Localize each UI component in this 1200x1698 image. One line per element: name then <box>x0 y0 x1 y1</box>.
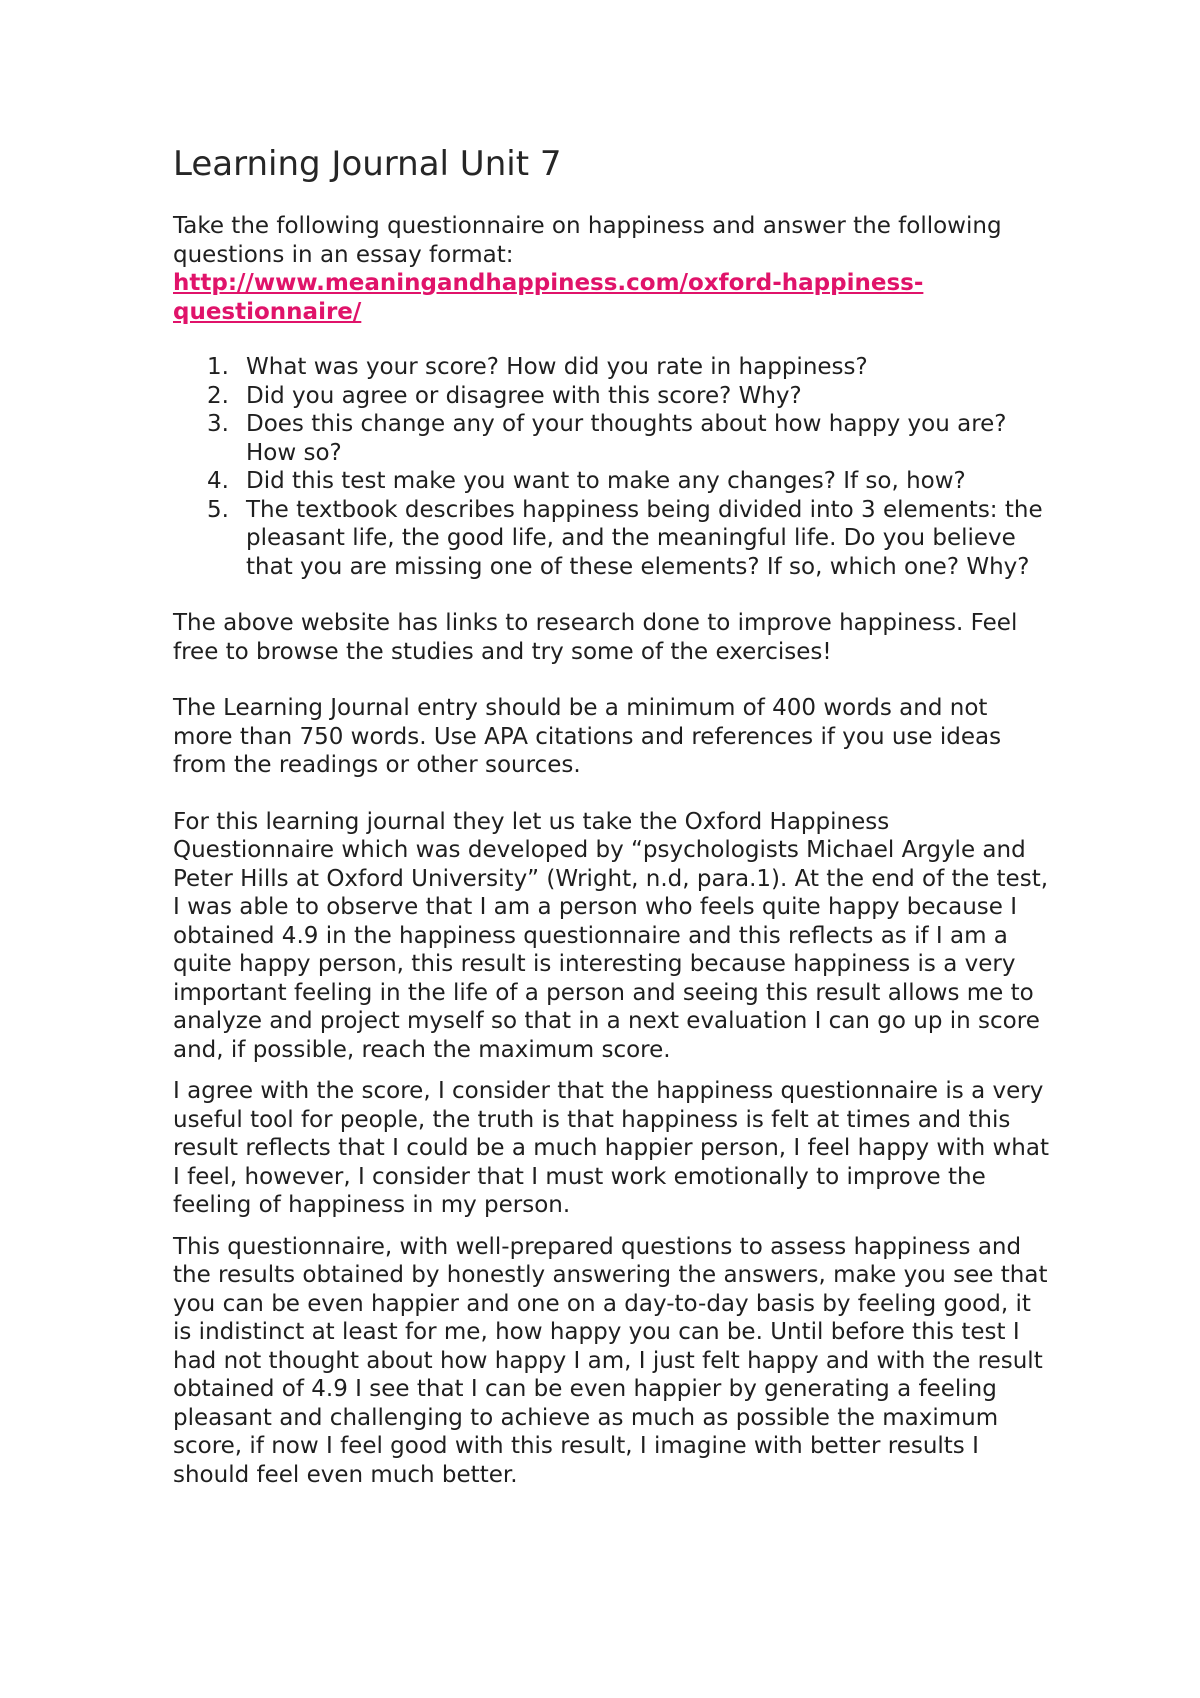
essay-paragraph-2: I agree with the score, I consider that the happiness questionnaire is a very useful tool for people, the truth is that happiness is felt at times and this result reflects that I could be a much happier person, I feel happy with what I feel, however, I consider that I must work emotionally to improve the feeling of happiness in my person. <box>173 1078 1049 1218</box>
list-item <box>173 353 1053 382</box>
list-number: 4. <box>207 468 229 494</box>
list-item <box>173 496 1053 582</box>
essay-paragraph-1: For this learning journal they let us take the Oxford Happiness Questionnaire which was developed by “psychologists Michael Argyle and Peter Hills at Oxford University” (Wright, n.d, para.1). At the end of the test, I was able to observe that I am a person who feels quite happy because I obtained 4.9 in the happiness questionnaire and this reflects as if I am a quite happy person, this result is interesting because happiness is a very important feeling in the life of a person and seeing this result allows me to analyze and project myself so that in a next evaluation I can go up in score and, if possible, reach the maximum score. <box>173 808 1049 1063</box>
list-item <box>173 467 1053 496</box>
list-item <box>173 382 1053 411</box>
requirements-paragraph: The Learning Journal entry should be a minimum of 400 words and not more than 750 words. Use APA citations and references if you use ideas from the readings or other sources. <box>173 695 1002 778</box>
list-text: Did this test make you want to make any changes? If so, how? <box>246 468 966 494</box>
list-item <box>173 410 1053 467</box>
list-text: Does this change any of your thoughts about how happy you are? How so? <box>246 411 1007 466</box>
list-number: 1. <box>207 354 229 380</box>
essay-paragraph-3: This questionnaire, with well-prepared questions to assess happiness and the results obtained by honestly answering the answers, make you see that you can be even happier and one on a day-to-day basis by feeling good, it is indistinct at least for me, how happy you can be. Until before this test I had not thought about how happy I am, I just felt happy and with the result obtained of 4.9 I see that I can be even happier by generating a feeling pleasant and challenging to achieve as much as possible the maximum score, if now I feel good with this result, I imagine with better results I should feel even much better. <box>173 1233 1048 1488</box>
list-text: What was your score? How did you rate in happiness? <box>246 354 868 380</box>
list-number: 5. <box>207 496 229 523</box>
questions-list <box>173 353 1053 581</box>
document-page <box>173 142 1053 1489</box>
intro-text: Take the following questionnaire on happiness and answer the following questions in an essay format: <box>173 213 1002 268</box>
list-number: 3. <box>207 411 229 437</box>
questionnaire-link[interactable]: http://www.meaningandhappiness.com/oxford-happiness-questionnaire/ <box>173 270 924 325</box>
list-number: 2. <box>207 382 229 409</box>
list-text: Did you agree or disagree with this score? Why? <box>246 382 802 409</box>
intro-paragraph <box>173 212 1053 326</box>
website-note: The above website has links to research done to improve happiness. Feel free to browse the studies and try some of the exercises! <box>173 610 1018 665</box>
page-title: Learning Journal Unit 7 <box>173 144 562 184</box>
list-text: The textbook describes happiness being divided into 3 elements: the pleasant life, the good life, and the meaningful life. Do you believe that you are missing one of these elements? If so, which one? Why? <box>246 496 1043 580</box>
